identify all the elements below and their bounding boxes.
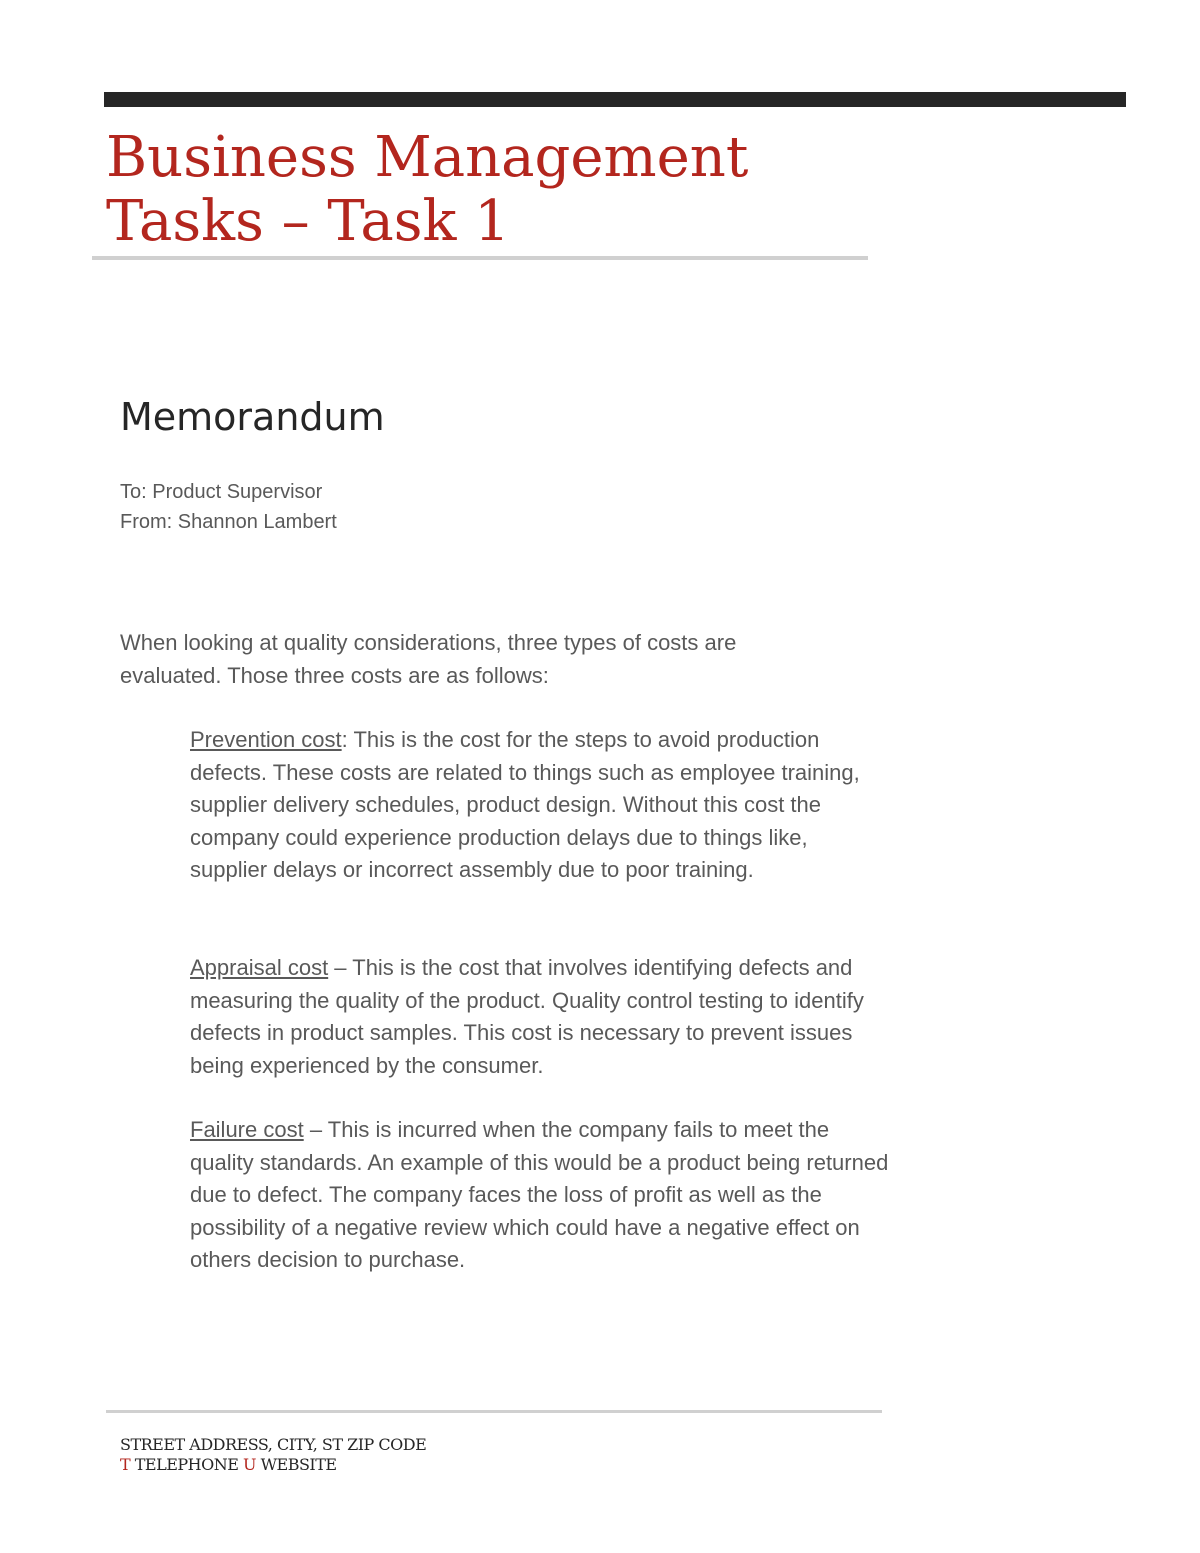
title-underline [92,256,868,260]
footer-divider [106,1410,882,1413]
prevention-cost-term: Prevention cost [190,727,342,752]
footer-contact [120,1455,337,1475]
appraisal-cost-paragraph [190,952,890,1082]
intro-paragraph: When looking at quality considerations, three types of costs are evaluated. Those three costs are as follows: [120,630,737,688]
prevention-cost-paragraph [190,724,890,887]
from-line: From: Shannon Lambert [120,511,337,533]
failure-cost-description: – This is incurred when the company fails to meet the quality standards. An example of this would be a product being returned due to defect. The company faces the loss of profit as well as the possibility of a negative review which could have a negative effect on others decision to purchase. [190,1117,889,1272]
top-divider-bar [104,92,1126,107]
memo-heading: Memorandum [120,395,385,439]
prevention-cost-description: : This is the cost for the steps to avoid production defects. These costs are related to things such as employee training, supplier delivery schedules, product design. Without this cost the company could experience production delays due to things like, supplier delays or incorrect assembly due to poor training. [190,727,860,882]
footer-address: STREET ADDRESS, CITY, ST ZIP CODE [120,1435,427,1454]
title-line-1: Business Management [106,125,749,190]
telephone-marker: T [120,1455,131,1474]
failure-cost-term: Failure cost [190,1117,304,1142]
website-marker: U [243,1455,256,1474]
title-line-2: Tasks – Task 1 [106,189,510,254]
failure-cost-paragraph [190,1114,890,1277]
appraisal-cost-term: Appraisal cost [190,955,329,980]
document-title [106,126,1006,254]
footer-telephone: TELEPHONE [130,1455,244,1474]
appraisal-cost-description: – This is the cost that involves identifying defects and measuring the quality of the product. Quality control testing to identify defects in product samples. This cost is necessary to prevent issues being experienced by the consumer. [190,955,864,1078]
footer-website: WEBSITE [256,1455,337,1474]
to-line: To: Product Supervisor [120,481,323,503]
